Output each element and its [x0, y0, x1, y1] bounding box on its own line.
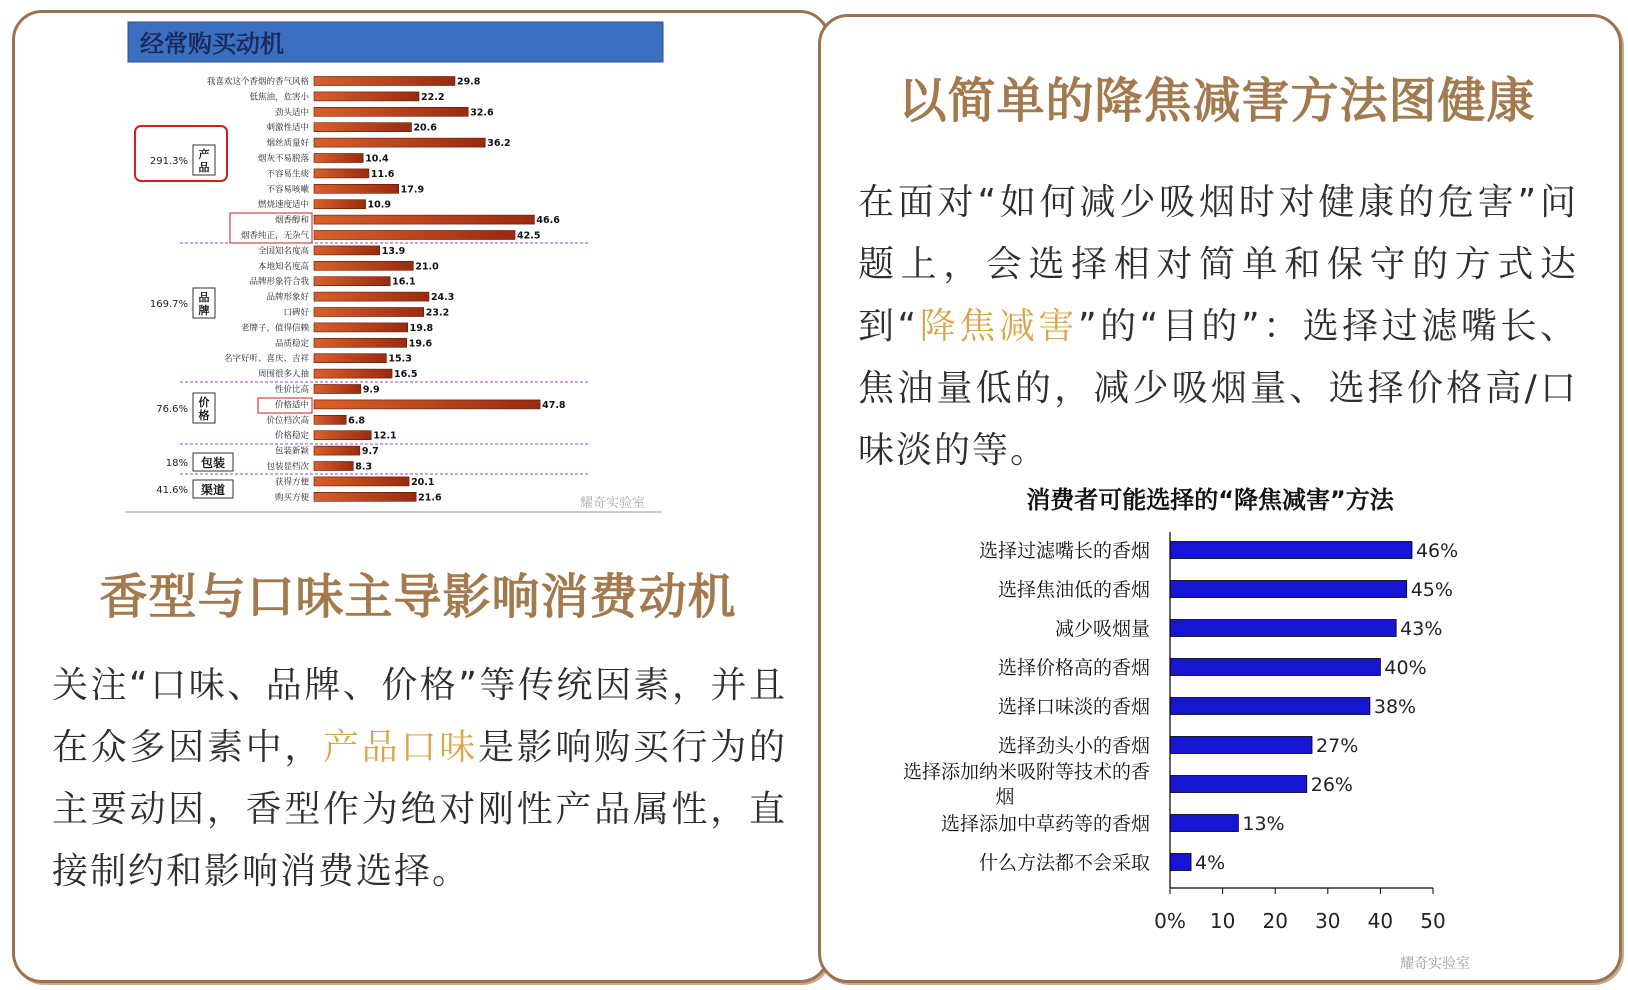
- value-label: 13.9: [381, 245, 406, 257]
- value-label: 21.0: [415, 261, 439, 273]
- x-tick-label: 20: [1262, 909, 1288, 933]
- value-label: 12.1: [373, 430, 397, 442]
- value-label: 27%: [1316, 735, 1359, 757]
- category-label: 烟香纯正，无杂气: [240, 231, 309, 241]
- category-label: 老牌子，值得信赖: [240, 323, 309, 334]
- value-label: 40%: [1384, 657, 1427, 679]
- left-paragraph-text-b: 是影响购买行为的主要动因，香型作为绝对刚性产品属性，直接制约和影响消费选择。: [52, 727, 787, 892]
- category-label: 名字好听、喜庆、吉祥: [223, 354, 309, 365]
- right-paragraph: [858, 172, 1578, 482]
- category-label: 全国知名度高: [257, 246, 309, 257]
- value-label: 22.2: [421, 91, 445, 103]
- left-paragraph-text-a: 关注“口味、品牌、价格”等传统因素，并且在众多因素中，: [52, 665, 787, 768]
- category-label: 减少吸烟量: [1054, 618, 1150, 640]
- value-label: 15.3: [388, 353, 412, 365]
- group-percent: 41.6%: [156, 485, 188, 496]
- bar: [314, 477, 409, 486]
- bar: [1170, 698, 1370, 715]
- left-paragraph-highlight: 产品口味: [323, 727, 478, 768]
- group-label: 包装: [200, 456, 226, 470]
- value-label: 21.6: [418, 492, 442, 504]
- bar: [314, 308, 424, 317]
- bar: [314, 277, 390, 286]
- value-label: 24.3: [430, 292, 455, 304]
- bar: [314, 492, 416, 501]
- right-paragraph-text-b: ”的“目的”：选择过滤嘴长、焦油量低的，减少吸烟量、选择价格高/口味淡的等。: [858, 306, 1578, 471]
- value-label: 47.8: [542, 399, 566, 411]
- category-label: 价格稳定: [274, 431, 309, 442]
- value-label: 9.7: [361, 446, 379, 458]
- bar: [314, 338, 407, 347]
- group-percent: 18%: [165, 458, 188, 469]
- category-label: 购买方便: [274, 492, 309, 503]
- value-label: 17.9: [400, 184, 425, 196]
- category-label: 选择添加纳米吸附等技术的香: [902, 761, 1150, 783]
- bar: [314, 92, 419, 101]
- x-tick-label: 40: [1367, 909, 1394, 933]
- value-label: 16.1: [392, 276, 416, 288]
- bar: [1170, 737, 1312, 754]
- value-label: 45%: [1410, 579, 1453, 601]
- bar: [314, 431, 371, 440]
- category-label: 选择劲头小的香烟: [997, 735, 1150, 757]
- bar: [1170, 581, 1407, 598]
- bar: [1170, 620, 1396, 637]
- watermark-text: 耀奇实验室: [1400, 956, 1470, 972]
- category-label: 周围很多人抽: [257, 369, 309, 380]
- bar: [1170, 815, 1238, 832]
- category-label: 我喜欢这个香烟的香气风格: [206, 77, 309, 87]
- group-label: 牌: [198, 304, 210, 317]
- category-label: 价位档次高: [266, 415, 309, 426]
- category-label: 品质稳定: [274, 338, 309, 349]
- value-label: 38%: [1373, 696, 1417, 718]
- x-tick-label: 0%: [1154, 909, 1186, 933]
- value-label: 46%: [1415, 540, 1459, 562]
- group-label: 价: [198, 396, 210, 409]
- category-label: 本地知名度高: [257, 261, 309, 272]
- x-tick-label: 50: [1420, 909, 1446, 933]
- bar: [314, 138, 485, 147]
- value-label: 46.6: [536, 215, 560, 227]
- group-label: 品: [198, 291, 210, 304]
- category-label: 烟灰不易脱落: [257, 154, 309, 164]
- reduce-harm-methods-chart: [880, 468, 1530, 978]
- group-percent: 76.6%: [156, 404, 188, 415]
- bar: [1170, 659, 1380, 676]
- category-label: 燃烧速度适中: [257, 200, 309, 211]
- bar: [314, 77, 455, 86]
- category-label: 包装新颖: [274, 446, 309, 457]
- bar: [314, 184, 399, 193]
- bar: [314, 107, 468, 116]
- value-label: 10.9: [367, 199, 392, 211]
- right-paragraph-highlight: 降焦减害: [918, 306, 1078, 347]
- category-label: 烟: [995, 786, 1015, 808]
- x-tick-label: 10: [1209, 909, 1236, 933]
- category-label: 选择口味淡的香烟: [997, 696, 1150, 718]
- bar: [1170, 542, 1412, 559]
- x-tick-label: 30: [1315, 909, 1341, 933]
- bar: [314, 369, 392, 378]
- group-percent: 291.3%: [149, 156, 188, 167]
- category-label: 不容易生痰: [266, 169, 309, 180]
- value-label: 36.2: [487, 138, 511, 150]
- category-label: 烟丝质量好: [266, 138, 309, 149]
- bar: [314, 415, 346, 424]
- category-label: 性价比高: [274, 385, 309, 395]
- value-label: 9.9: [362, 384, 380, 396]
- bar: [314, 231, 515, 240]
- bar: [314, 400, 540, 409]
- bar: [314, 123, 411, 132]
- category-label: 选择过滤嘴长的香烟: [978, 540, 1150, 562]
- purchase-motive-chart: [120, 14, 665, 516]
- value-label: 8.3: [355, 461, 373, 473]
- category-label: 品牌形象好: [266, 292, 309, 303]
- value-label: 42.5: [517, 230, 541, 242]
- value-label: 16.5: [394, 369, 418, 381]
- category-label: 选择添加中草药等的香烟: [940, 813, 1150, 835]
- group-label: 格: [198, 409, 210, 422]
- value-label: 10.4: [365, 153, 389, 165]
- category-label: 价格适中: [274, 400, 309, 411]
- bar: [314, 154, 363, 163]
- right-title: 以简单的降焦减害方法图健康: [898, 73, 1536, 129]
- group-label: 渠道: [200, 483, 226, 497]
- bar: [314, 261, 413, 270]
- value-label: 32.6: [470, 107, 494, 119]
- value-label: 23.2: [425, 307, 450, 319]
- bar: [314, 323, 408, 332]
- value-label: 19.6: [408, 338, 433, 350]
- group-label: 品: [198, 161, 210, 174]
- value-label: 6.8: [348, 415, 366, 427]
- value-label: 19.8: [409, 322, 434, 334]
- value-label: 11.6: [370, 168, 395, 180]
- group-label: 产: [198, 148, 210, 161]
- value-label: 20.1: [411, 476, 435, 488]
- category-label: 口碑好: [283, 308, 309, 318]
- bar: [1170, 776, 1307, 793]
- value-label: 20.6: [413, 122, 437, 134]
- chart-header-title: 经常购买动机: [140, 30, 284, 58]
- category-label: 烟香醇和: [274, 215, 309, 226]
- bar: [314, 385, 361, 394]
- category-label: 劲头适中: [274, 107, 309, 118]
- category-label: 低焦油，危害小: [249, 92, 309, 103]
- category-label: 选择焦油低的香烟: [997, 579, 1150, 601]
- value-label: 43%: [1400, 618, 1443, 640]
- value-label: 29.8: [456, 76, 481, 88]
- bar: [314, 446, 360, 455]
- value-label: 4%: [1195, 852, 1226, 874]
- bar: [314, 200, 366, 209]
- category-label: 刺激性适中: [266, 123, 309, 134]
- category-label: 选择价格高的香烟: [997, 657, 1150, 679]
- bar: [314, 215, 534, 224]
- category-label: 什么方法都不会采取: [978, 852, 1150, 874]
- group-percent: 169.7%: [149, 299, 188, 310]
- chart-title: 消费者可能选择的“降焦减害”方法: [1026, 486, 1394, 514]
- bar: [314, 246, 380, 255]
- category-label: 品牌形象符合我: [249, 277, 309, 288]
- left-paragraph: [52, 655, 787, 903]
- bar: [314, 292, 429, 301]
- bar: [1170, 854, 1191, 871]
- watermark-text: 耀奇实验室: [580, 496, 646, 511]
- value-label: 26%: [1310, 774, 1353, 796]
- category-label: 不容易咳嗽: [266, 184, 309, 195]
- value-label: 13%: [1242, 813, 1285, 835]
- bar: [314, 462, 353, 471]
- bar: [314, 169, 369, 178]
- right-paragraph-text-a: 在面对“如何减少吸烟时对健康的危害”问题上，会选择相对简单和保守的方式达到“: [858, 182, 1578, 347]
- bar: [314, 354, 386, 363]
- category-label: 包装显档次: [266, 462, 309, 472]
- left-title: 香型与口味主导影响消费动机: [99, 569, 737, 625]
- category-label: 获得方便: [274, 477, 309, 488]
